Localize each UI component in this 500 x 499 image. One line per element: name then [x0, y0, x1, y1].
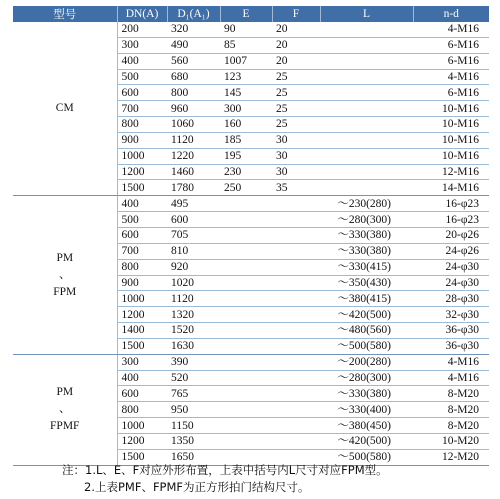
- cell-f: [272, 386, 320, 402]
- cell-e: 195: [220, 148, 272, 164]
- cell-dn: 500: [117, 212, 167, 228]
- cell-nd: 6-M16: [413, 85, 489, 101]
- cell-f: [272, 338, 320, 354]
- cell-nd: 4-M16: [413, 22, 489, 37]
- cell-l: ～280(300): [320, 212, 413, 228]
- cell-d1: 960: [167, 101, 220, 117]
- table-row: [13, 196, 489, 212]
- cell-l: [320, 22, 413, 37]
- cell-l: ～330(415): [320, 259, 413, 275]
- cell-e: 1007: [220, 53, 272, 69]
- cell-d1: 1150: [167, 418, 220, 434]
- cell-l: [320, 53, 413, 69]
- model-cell: [13, 22, 117, 196]
- cell-d1: 1220: [167, 148, 220, 164]
- cell-dn: 1000: [117, 148, 167, 164]
- cell-dn: 900: [117, 275, 167, 291]
- cell-nd: 6-M16: [413, 37, 489, 53]
- cell-dn: 800: [117, 259, 167, 275]
- cell-dn: 1500: [117, 180, 167, 196]
- cell-l: [320, 85, 413, 101]
- cell-d1: 600: [167, 212, 220, 228]
- model-name: PM: [56, 251, 74, 264]
- cell-d1: 1120: [167, 291, 220, 307]
- cell-f: [272, 402, 320, 418]
- table-body: [13, 22, 489, 465]
- cell-e: 85: [220, 37, 272, 53]
- cell-e: [220, 291, 272, 307]
- cell-dn: 800: [117, 117, 167, 133]
- cell-l: [320, 180, 413, 196]
- cell-f: [272, 307, 320, 323]
- cell-e: 185: [220, 132, 272, 148]
- cell-d1: 1350: [167, 433, 220, 449]
- cell-d1: 705: [167, 227, 220, 243]
- cell-e: [220, 386, 272, 402]
- cell-f: 20: [272, 37, 320, 53]
- cell-nd: 10-M16: [413, 101, 489, 117]
- cell-dn: 1500: [117, 338, 167, 354]
- cell-nd: 8-M20: [413, 418, 489, 434]
- cell-nd: 20-φ26: [413, 227, 489, 243]
- cell-d1: 920: [167, 259, 220, 275]
- note-1: 注：1.L、E、F对应外形布置，上表中括号内L尺寸对应FPM型。: [62, 463, 388, 477]
- cell-nd: 24-φ30: [413, 259, 489, 275]
- cell-e: 90: [220, 22, 272, 37]
- note-2: 2.上表PMF、FPMF为正方形拍门结构尺寸。: [84, 480, 310, 494]
- cell-dn: 1000: [117, 291, 167, 307]
- cell-d1: 1060: [167, 117, 220, 133]
- cell-nd: 16-φ23: [413, 196, 489, 212]
- cell-nd: 10-M16: [413, 132, 489, 148]
- cell-nd: 28-φ30: [413, 291, 489, 307]
- cell-f: 25: [272, 117, 320, 133]
- cell-d1: 390: [167, 354, 220, 370]
- cell-d1: 1650: [167, 449, 220, 465]
- notes: [62, 462, 388, 496]
- cell-f: 30: [272, 148, 320, 164]
- col-header-d1: D₁(A₁): [167, 6, 220, 22]
- col-header-e: E: [220, 6, 272, 22]
- model-cell: [13, 196, 117, 354]
- cell-nd: 12-M20: [413, 449, 489, 465]
- cell-l: [320, 37, 413, 53]
- cell-l: ～500(580): [320, 449, 413, 465]
- cell-d1: 800: [167, 85, 220, 101]
- cell-d1: 490: [167, 37, 220, 53]
- cell-nd: 32-φ30: [413, 307, 489, 323]
- cell-e: [220, 259, 272, 275]
- cell-nd: 36-φ30: [413, 323, 489, 339]
- cell-e: [220, 354, 272, 370]
- cell-f: 35: [272, 180, 320, 196]
- cell-f: [272, 291, 320, 307]
- cell-l: ～330(380): [320, 386, 413, 402]
- cell-d1: 560: [167, 53, 220, 69]
- cell-dn: 1200: [117, 433, 167, 449]
- cell-l: ～200(280): [320, 354, 413, 370]
- col-header-model: 型号: [13, 6, 117, 22]
- spec-table: [13, 6, 489, 466]
- table-row: [13, 354, 489, 370]
- cell-e: [220, 227, 272, 243]
- cell-dn: 800: [117, 402, 167, 418]
- cell-e: [220, 243, 272, 259]
- cell-d1: 1630: [167, 338, 220, 354]
- cell-nd: 4-M16: [413, 370, 489, 386]
- cell-e: [220, 370, 272, 386]
- cell-d1: 520: [167, 370, 220, 386]
- cell-f: [272, 275, 320, 291]
- header-row: [13, 6, 489, 22]
- col-header-nd: n-d: [413, 6, 489, 22]
- model-name: FPM: [53, 285, 77, 298]
- model-name: FPMF: [50, 420, 80, 433]
- table-row: [13, 22, 489, 37]
- cell-d1: 950: [167, 402, 220, 418]
- cell-nd: 24-φ26: [413, 243, 489, 259]
- cell-dn: 700: [117, 243, 167, 259]
- cell-d1: 495: [167, 196, 220, 212]
- cell-f: 20: [272, 53, 320, 69]
- cell-l: ～330(380): [320, 227, 413, 243]
- cell-dn: 200: [117, 22, 167, 37]
- cell-d1: 1460: [167, 164, 220, 180]
- cell-d1: 1780: [167, 180, 220, 196]
- cell-l: ～500(580): [320, 338, 413, 354]
- cell-e: [220, 275, 272, 291]
- cell-dn: 400: [117, 53, 167, 69]
- cell-l: ～420(500): [320, 307, 413, 323]
- cell-e: 230: [220, 164, 272, 180]
- cell-f: 20: [272, 22, 320, 37]
- cell-d1: 765: [167, 386, 220, 402]
- cell-d1: 810: [167, 243, 220, 259]
- cell-d1: 1320: [167, 307, 220, 323]
- cell-dn: 600: [117, 227, 167, 243]
- cell-nd: 16-φ23: [413, 212, 489, 228]
- cell-dn: 400: [117, 370, 167, 386]
- cell-d1: 1520: [167, 323, 220, 339]
- cell-dn: 1200: [117, 307, 167, 323]
- cell-f: [272, 433, 320, 449]
- cell-nd: 36-φ30: [413, 338, 489, 354]
- cell-dn: 600: [117, 386, 167, 402]
- cell-f: [272, 370, 320, 386]
- cell-f: [272, 354, 320, 370]
- cell-l: ～350(430): [320, 275, 413, 291]
- cell-e: [220, 196, 272, 212]
- cell-l: ～480(560): [320, 323, 413, 339]
- cell-l: [320, 69, 413, 85]
- cell-l: [320, 148, 413, 164]
- cell-f: 25: [272, 69, 320, 85]
- cell-e: 300: [220, 101, 272, 117]
- cell-e: [220, 418, 272, 434]
- cell-e: [220, 402, 272, 418]
- cell-dn: 1400: [117, 323, 167, 339]
- cell-dn: 1200: [117, 164, 167, 180]
- cell-nd: 10-M16: [413, 148, 489, 164]
- cell-d1: 1120: [167, 132, 220, 148]
- cell-nd: 8-M20: [413, 386, 489, 402]
- cell-dn: 600: [117, 85, 167, 101]
- cell-d1: 320: [167, 22, 220, 37]
- cell-dn: 500: [117, 69, 167, 85]
- model-name: 、: [59, 268, 71, 281]
- cell-nd: 6-M16: [413, 53, 489, 69]
- cell-e: [220, 212, 272, 228]
- cell-e: 145: [220, 85, 272, 101]
- cell-nd: 12-M16: [413, 164, 489, 180]
- cell-dn: 400: [117, 196, 167, 212]
- cell-l: [320, 101, 413, 117]
- cell-dn: 1500: [117, 449, 167, 465]
- cell-d1: 1020: [167, 275, 220, 291]
- cell-l: ～380(450): [320, 418, 413, 434]
- cell-nd: 14-M16: [413, 180, 489, 196]
- cell-f: [272, 227, 320, 243]
- cell-nd: 8-M20: [413, 402, 489, 418]
- cell-dn: 700: [117, 101, 167, 117]
- cell-l: [320, 164, 413, 180]
- cell-f: [272, 323, 320, 339]
- cell-nd: 10-M16: [413, 117, 489, 133]
- col-header-f: F: [272, 6, 320, 22]
- cell-l: ～230(280): [320, 196, 413, 212]
- cell-e: [220, 323, 272, 339]
- cell-e: 160: [220, 117, 272, 133]
- cell-e: [220, 433, 272, 449]
- cell-nd: 10-M20: [413, 433, 489, 449]
- model-name: 、: [59, 403, 71, 416]
- cell-l: ～380(415): [320, 291, 413, 307]
- cell-l: [320, 117, 413, 133]
- model-name: CM: [55, 102, 74, 115]
- cell-f: [272, 196, 320, 212]
- cell-l: ～330(400): [320, 402, 413, 418]
- cell-e: [220, 307, 272, 323]
- cell-l: [320, 132, 413, 148]
- cell-e: 123: [220, 69, 272, 85]
- cell-l: ～420(500): [320, 433, 413, 449]
- cell-f: [272, 212, 320, 228]
- cell-f: 30: [272, 164, 320, 180]
- cell-e: 250: [220, 180, 272, 196]
- col-header-dn: DN(A): [117, 6, 167, 22]
- cell-nd: 4-M16: [413, 69, 489, 85]
- cell-f: 25: [272, 85, 320, 101]
- cell-dn: 900: [117, 132, 167, 148]
- cell-f: 30: [272, 132, 320, 148]
- cell-f: [272, 418, 320, 434]
- cell-dn: 300: [117, 354, 167, 370]
- cell-dn: 1000: [117, 418, 167, 434]
- col-header-l: L: [320, 6, 413, 22]
- cell-nd: 24-φ30: [413, 275, 489, 291]
- cell-l: ～280(300): [320, 370, 413, 386]
- cell-d1: 680: [167, 69, 220, 85]
- cell-f: 25: [272, 101, 320, 117]
- cell-nd: 4-M16: [413, 354, 489, 370]
- cell-f: [272, 243, 320, 259]
- cell-f: [272, 259, 320, 275]
- model-name: PM: [56, 386, 74, 399]
- model-cell: [13, 354, 117, 465]
- cell-l: ～330(380): [320, 243, 413, 259]
- cell-dn: 300: [117, 37, 167, 53]
- cell-e: [220, 338, 272, 354]
